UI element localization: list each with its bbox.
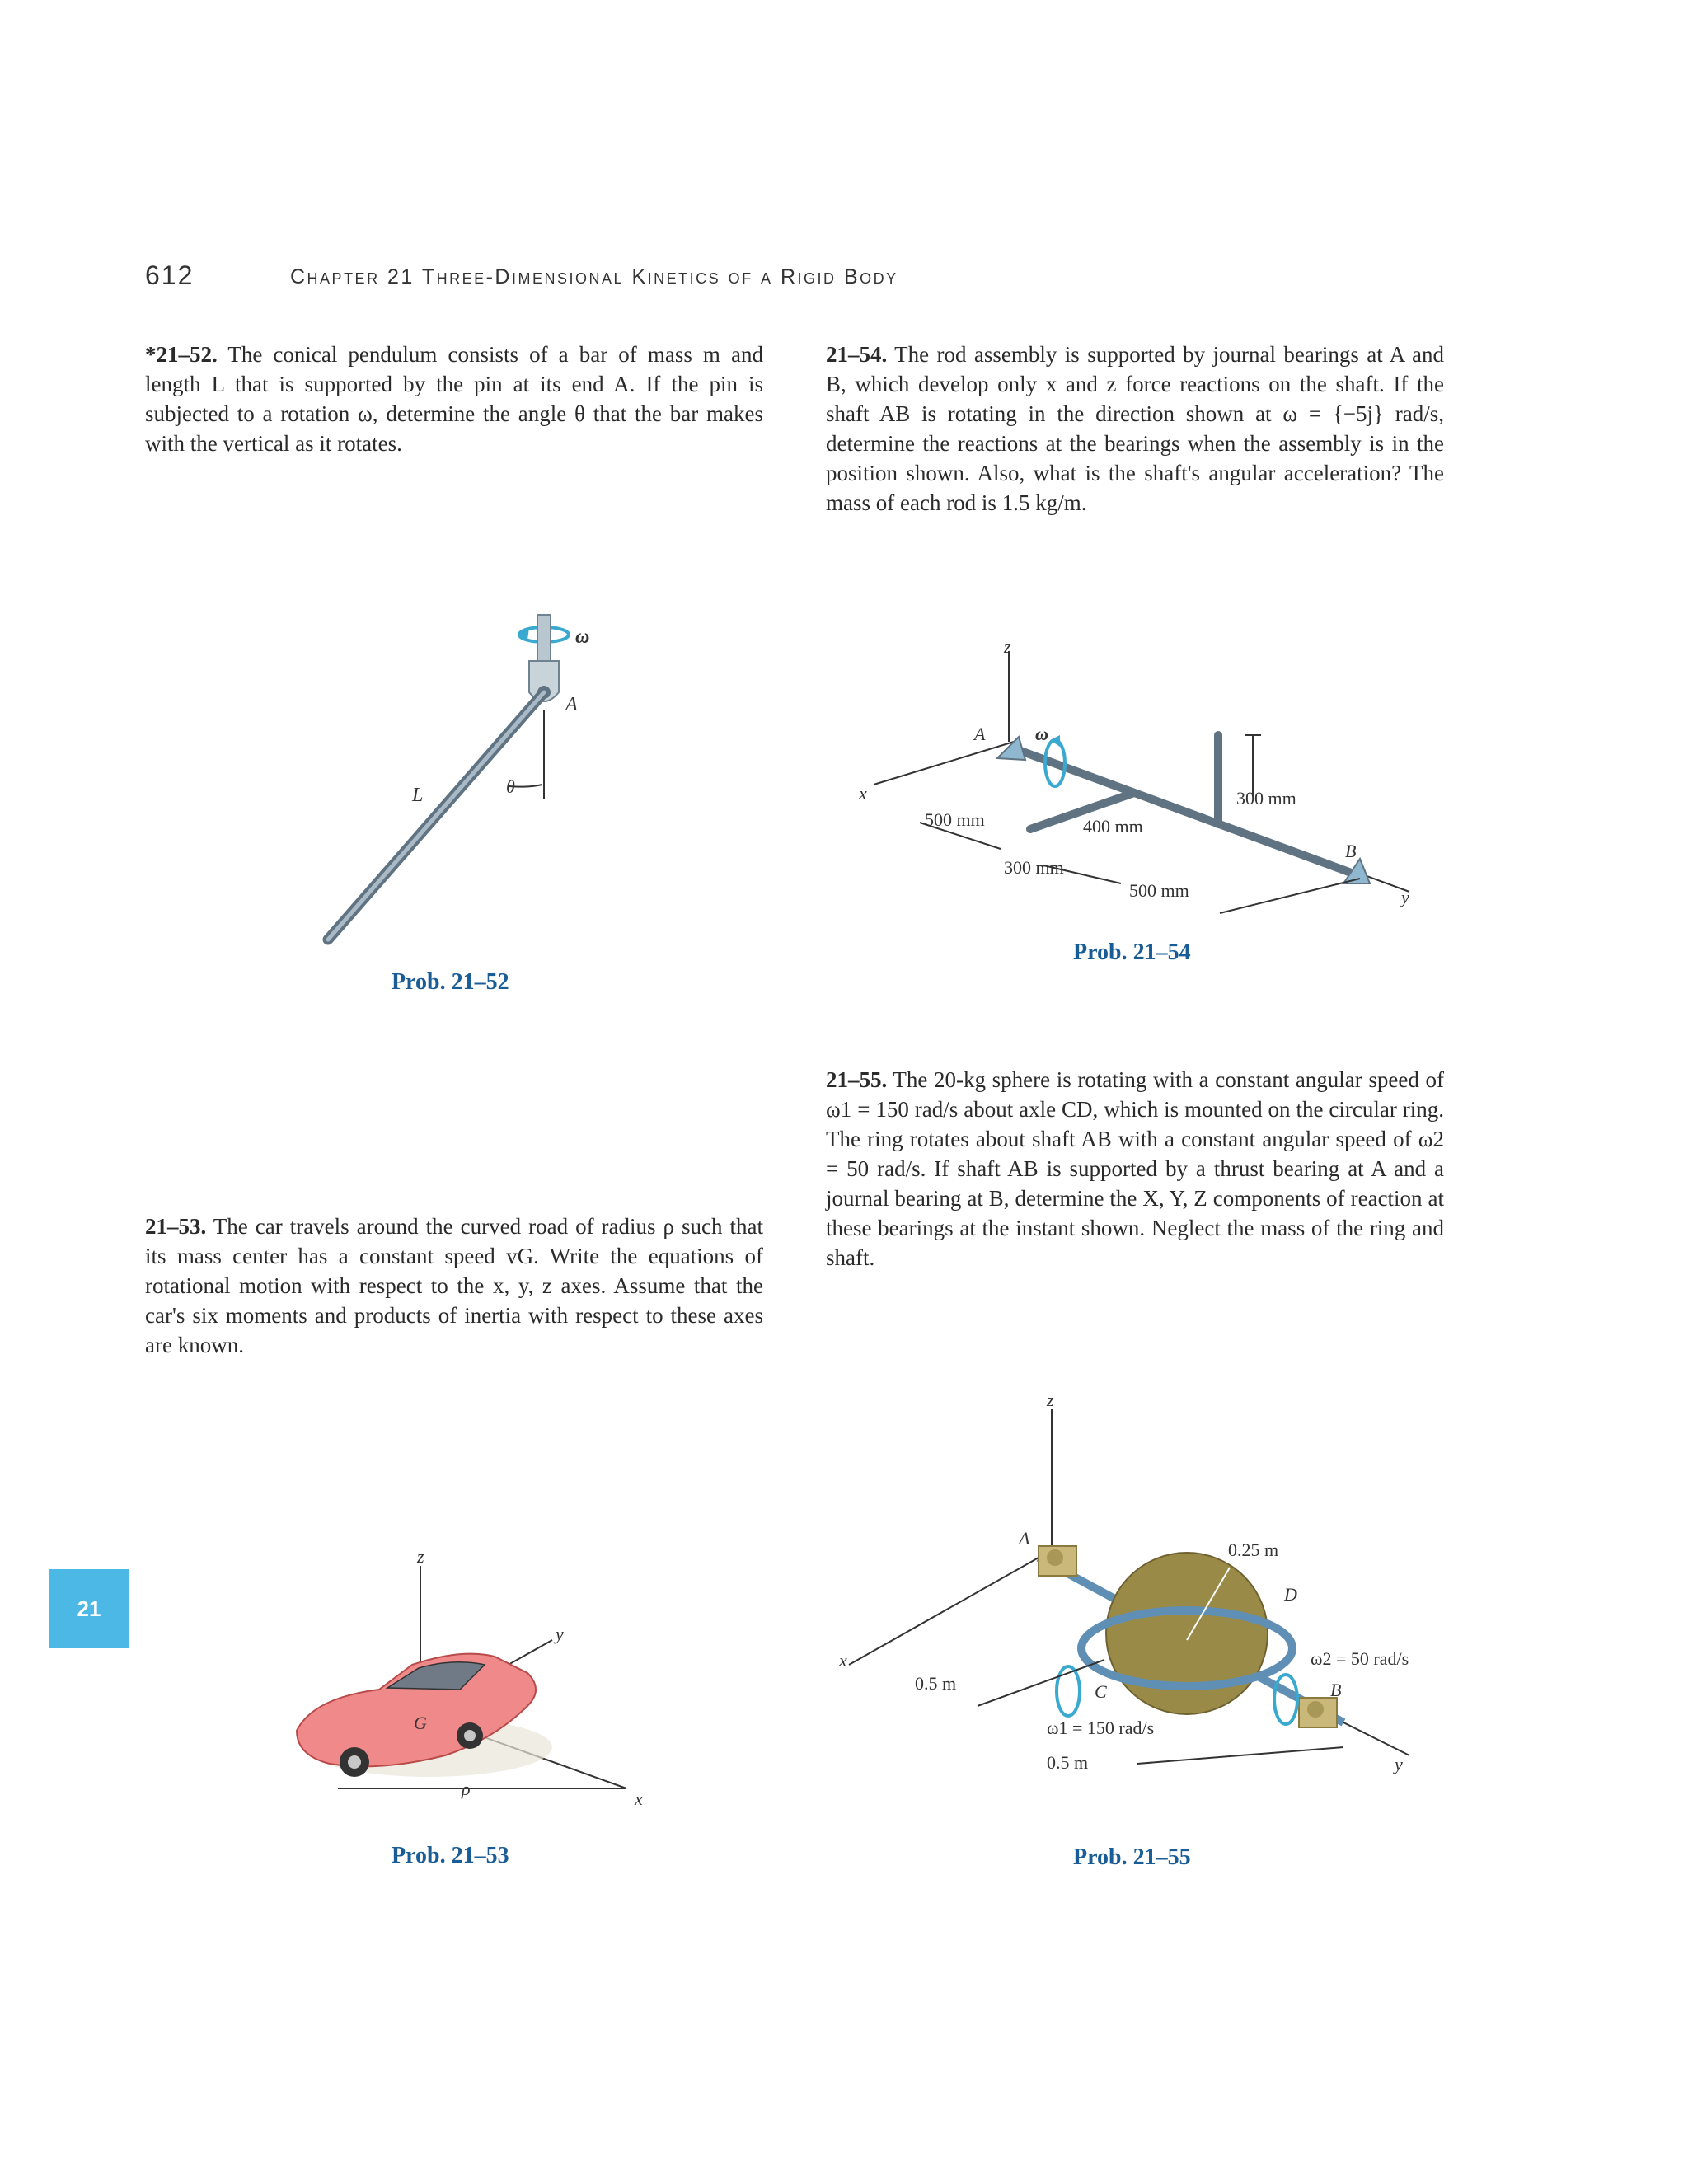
point-b-label: B	[1345, 841, 1357, 861]
y-label: y	[1395, 1754, 1403, 1774]
caption-prob-21-54: Prob. 21–54	[1073, 940, 1191, 965]
problem-21-54-text	[826, 340, 1444, 518]
caption-prob-21-55: Prob. 21–55	[1073, 1844, 1191, 1870]
x-label: x	[635, 1788, 643, 1809]
mass-center-g-label: G	[414, 1713, 427, 1733]
figure-21-53	[280, 1549, 676, 1813]
omega2-label: ω2 = 50 rad/s	[1311, 1648, 1409, 1669]
radius-label: 0.25 m	[1228, 1540, 1279, 1560]
dim-0-5m-a-label: 0.5 m	[915, 1673, 957, 1694]
z-label: z	[1047, 1393, 1054, 1410]
theta-label: θ	[506, 776, 515, 797]
dimension-0-5m-b	[1137, 1747, 1343, 1764]
dim-400mm-label: 400 mm	[1083, 816, 1143, 837]
problem-number: *21–52.	[145, 342, 218, 367]
chapter-tab-label: 21	[77, 1596, 101, 1621]
omega-label: ω	[575, 626, 590, 648]
caption-prob-21-52: Prob. 21–52	[392, 969, 509, 995]
problem-21-52-text	[145, 340, 763, 458]
bearing-b	[1299, 1698, 1337, 1727]
bearing-a	[1039, 1546, 1076, 1576]
problem-statement: The car travels around the curved road of radius ρ such that its mass center has a constant speed vG. Write the equations of rotational motion with respect to the x, y, z axes. Assume that the car's six moments and products of inertia with respect to these axes are known.	[145, 1214, 763, 1357]
rho-label: ρ	[462, 1779, 471, 1799]
problem-number: 21–55.	[826, 1067, 888, 1092]
figure-21-55	[832, 1393, 1442, 1788]
problem-statement: The rod assembly is supported by journal bearings at A and B, which develop only x and z force reactions on the shaft. If the shaft AB is rotating in the direction shown at ω = {−5j} rad/s, determine the reactions at the bearings when the assembly is in the position shown. Also, what is the shaft's angular acceleration? The mass of each rod is 1.5 kg/m.	[826, 342, 1445, 515]
problem-number: 21–53.	[145, 1214, 207, 1239]
caption-prob-21-53: Prob. 21–53	[392, 1843, 509, 1868]
dim-0-5m-b-label: 0.5 m	[1047, 1752, 1089, 1773]
omega-label: ω	[1035, 724, 1048, 744]
x-axis	[849, 1558, 1039, 1665]
x-label: x	[859, 783, 867, 804]
z-label: z	[1004, 636, 1011, 657]
length-l-label: L	[412, 785, 424, 806]
point-c-label: C	[1095, 1681, 1107, 1702]
problem-21-53-text	[145, 1212, 763, 1360]
point-b-label: B	[1330, 1680, 1342, 1700]
figure-21-52	[280, 610, 659, 956]
running-header	[145, 260, 1447, 293]
point-d-label: D	[1284, 1584, 1297, 1605]
y-label: y	[556, 1624, 564, 1644]
problem-number: 21–54.	[826, 342, 888, 367]
x-label: x	[839, 1650, 847, 1671]
dimension-0-5m-a	[978, 1660, 1104, 1706]
z-label: z	[417, 1549, 424, 1567]
dimension-500mm-b	[1220, 879, 1360, 913]
figure-21-54	[849, 635, 1442, 923]
y-axis	[1343, 1722, 1409, 1755]
dim-300mm-vertical-label: 300 mm	[1236, 788, 1296, 808]
bearing-a	[997, 737, 1025, 760]
problem-21-55-text	[826, 1065, 1444, 1272]
point-a-label: A	[1019, 1528, 1030, 1549]
x-axis	[874, 742, 1014, 785]
problem-statement: The conical pendulum consists of a bar of mass m and length L that is supported by the pin at its end A. If the pin is subjected to a rotation ω, determine the angle θ that the bar makes with the vertical as it rotates.	[145, 342, 763, 456]
omega1-label: ω1 = 150 rad/s	[1047, 1718, 1155, 1738]
problem-statement: The 20-kg sphere is rotating with a constant angular speed of ω1 = 150 rad/s about axle CD, which is mounted on the circular ring. The ring rotates about shaft AB with a constant angular speed of ω2 = 50 rad/s. If shaft AB is supported by a thrust bearing at A and a journal bearing at B, determine the X, Y, Z components of reaction at these bearings at the instant shown. Neglect the mass of the ring and shaft.	[826, 1067, 1445, 1270]
point-a-label: A	[974, 724, 986, 744]
chapter-title: Chapter 21 Three-Dimensional Kinetics of a Rigid Body	[290, 265, 898, 288]
point-a-label: A	[565, 694, 578, 715]
chapter-side-tab	[49, 1569, 129, 1648]
dim-500mm-b-label: 500 mm	[1129, 880, 1189, 901]
dim-300mm-label: 300 mm	[1004, 857, 1064, 878]
page-number: 612	[145, 260, 195, 290]
dim-500mm-a-label: 500 mm	[925, 809, 985, 830]
y-label: y	[1401, 887, 1409, 907]
